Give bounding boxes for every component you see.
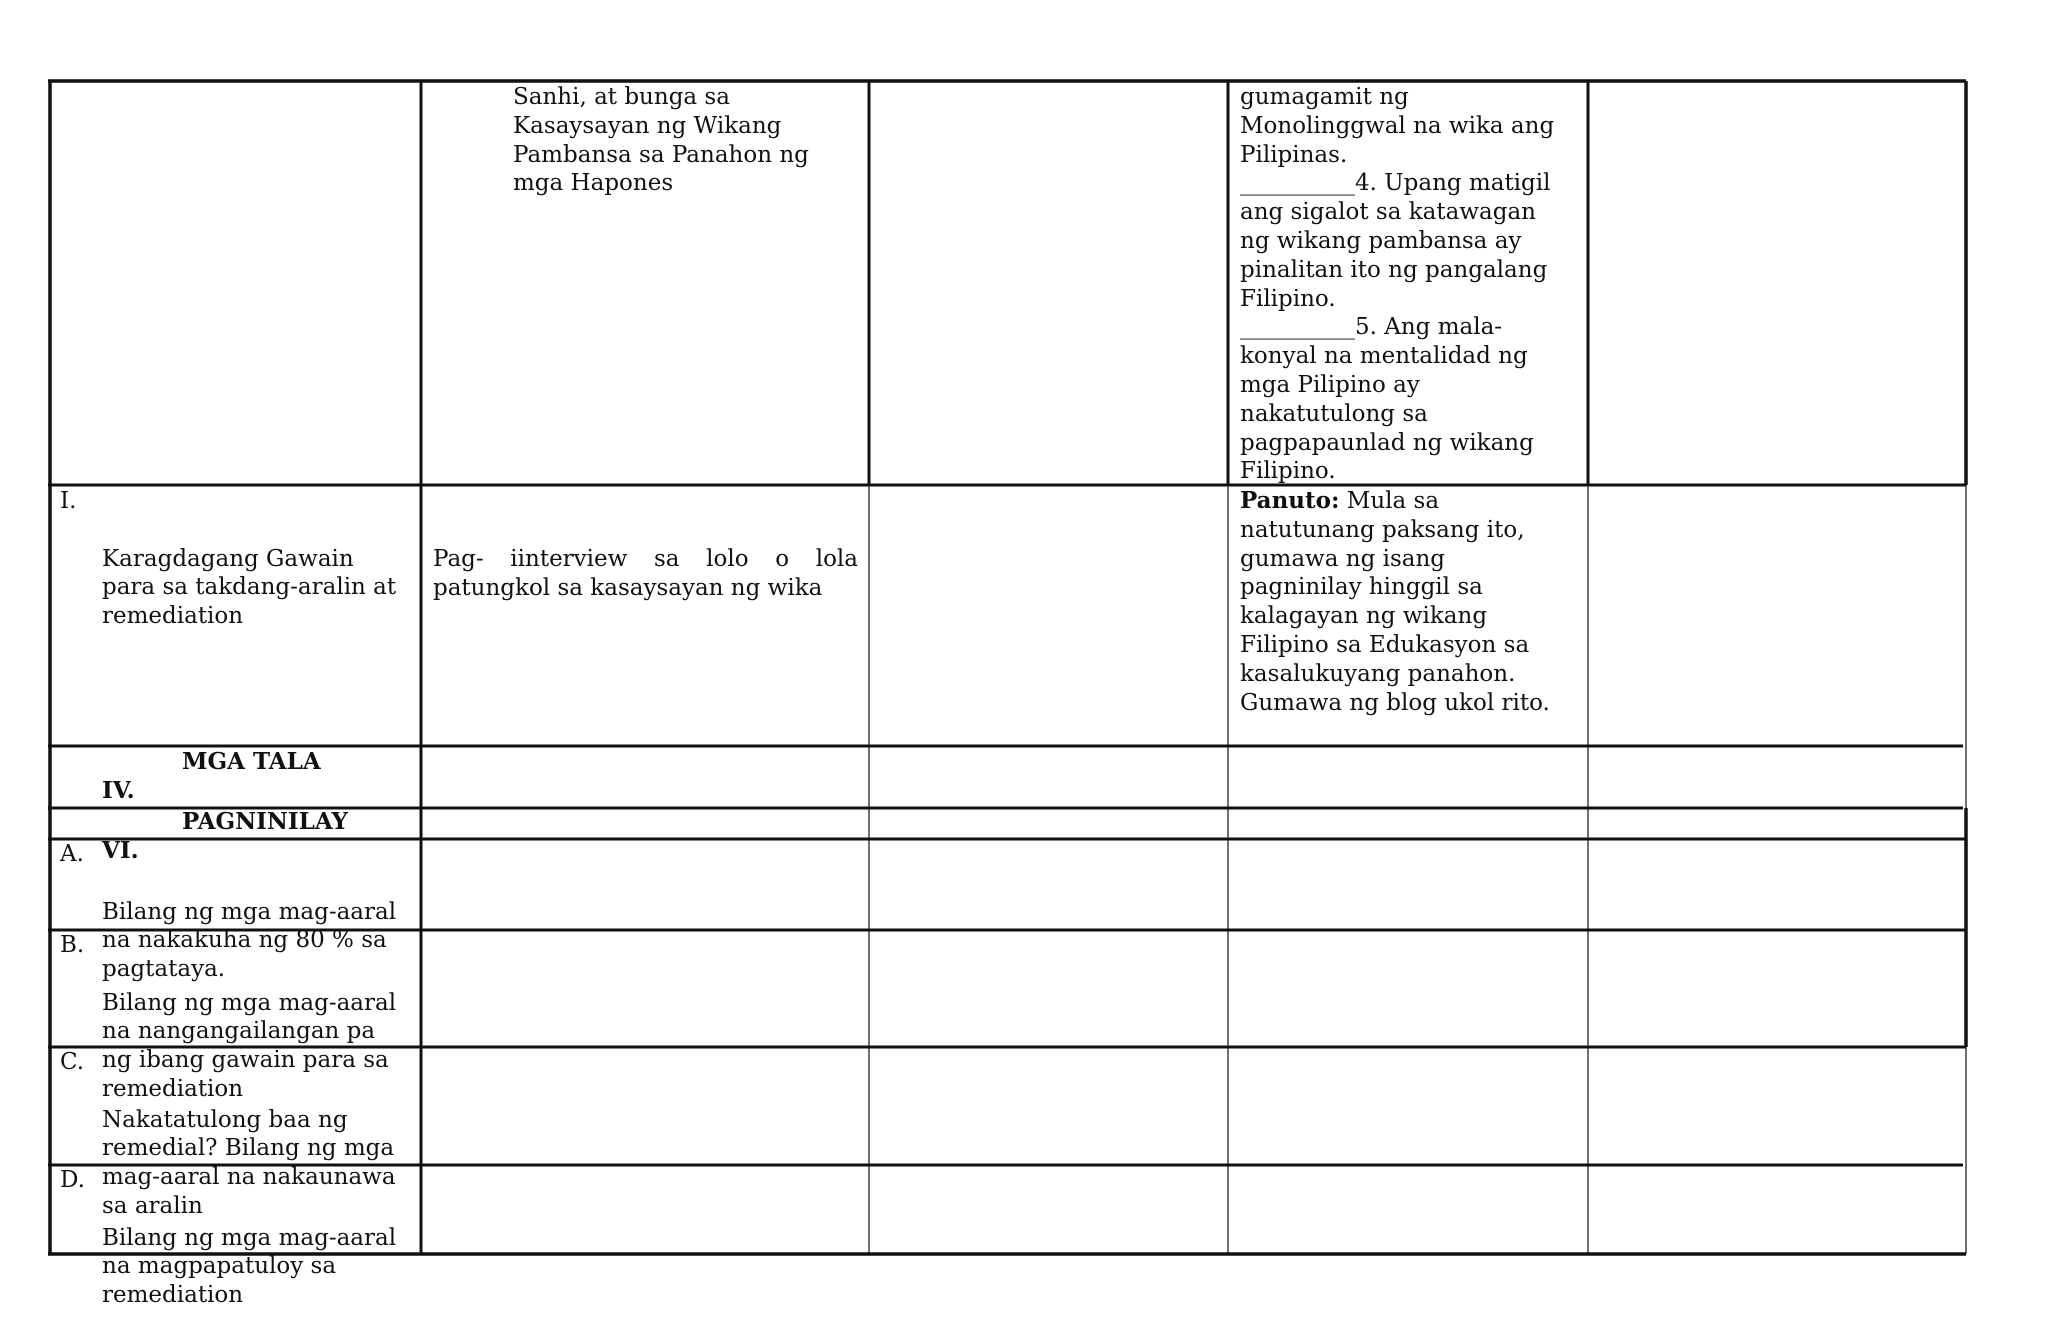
activity-line-2: patungkol sa kasaysayan ng wika <box>433 574 823 601</box>
row1-quiz-items: gumagamit ng Monolinggwal na wika ang Pilipinas. __________4. Upang matigil ang sigalot sa katawagan ng wikang pambansa ay pinalitan ito ng pangalang Filipino. __________5. Ang mala- konyal na mentalidad ng mga Pilipino ay nakatutulong sa pagpapaunlad ng wikang Filipino. <box>1240 84 1555 485</box>
section-heading: MGA TALA <box>182 748 321 775</box>
row-marker: D. <box>60 1167 85 1193</box>
row-c-label: Nakatatulong baa ng remedial? Bilang ng mga mag-aaral na nakaunawa sa aralin <box>102 1106 396 1219</box>
instructions-text: Mula sa natutunang paksang ito, gumawa ng isang pagninilay hinggil sa kalagayan ng wikang Filipino sa Edukasyon sa kasalukuyang panahon. Gumawa ng blog ukol rito. <box>1240 488 1550 716</box>
section-numeral: IV. <box>102 776 135 804</box>
row-b-label: Bilang ng mga mag-aaral na nangangailangan pa ng ibang gawain para sa remediation <box>102 989 397 1102</box>
row-marker: A. <box>60 841 84 867</box>
instructions-label: Panuto: <box>1240 487 1340 514</box>
section-heading: PAGNINILAY <box>182 808 348 835</box>
row-marker: B. <box>60 932 85 958</box>
section-numeral: VI. <box>102 836 139 864</box>
row1-lesson-content: Sanhi, at bunga sa Kasaysayan ng Wikang Pambansa sa Panahon ng mga Hapones <box>513 84 809 197</box>
row2-activity <box>433 545 858 603</box>
row-d-label: Bilang ng mga mag-aaral na magpapatuloy sa remediation <box>102 1224 397 1309</box>
row-a-label: Bilang ng mga mag-aaral na nakakuha ng 80 % sa pagtataya. <box>102 898 397 983</box>
row-d <box>60 1166 420 1339</box>
additional-activity-label: Karagdagang Gawain para sa takdang-aralin at remediation <box>102 545 397 630</box>
row2-label <box>60 487 420 660</box>
row-marker: C. <box>60 1049 85 1075</box>
row2-instructions <box>1240 487 1585 717</box>
row-marker: I. <box>60 488 77 514</box>
activity-line-1: Pag- iinterview sa lolo o lola <box>433 546 858 572</box>
